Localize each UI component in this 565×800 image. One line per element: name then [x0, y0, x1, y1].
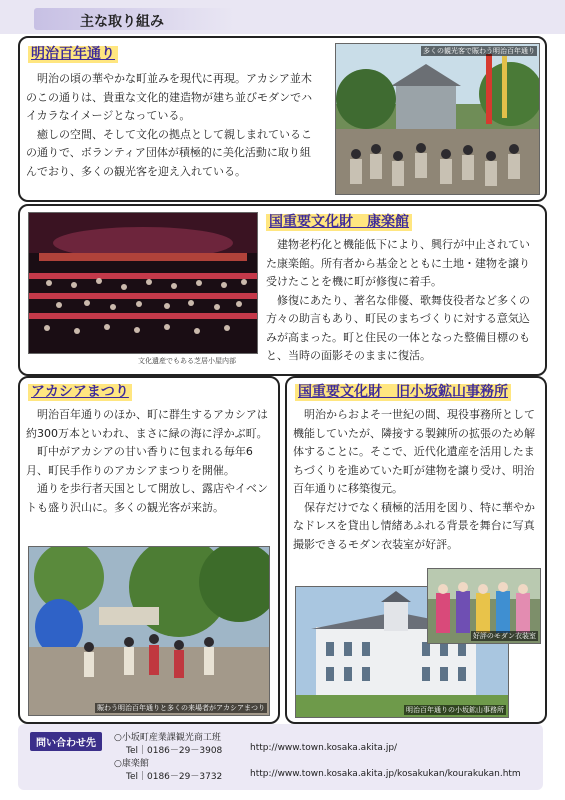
street-photo-image	[336, 44, 539, 194]
page-title: 主な取り組み	[80, 14, 164, 30]
festival-photo-image	[29, 547, 269, 715]
paragraph: 明治の頃の華やかな町並みを現代に再現。アカシア並木のこの通りは、貴重な文化的建造物が建ち並びモダンでハイカラなイメージとなっている。	[26, 72, 313, 122]
section-meiji-street	[18, 36, 547, 202]
section-title: 明治百年通り	[28, 46, 118, 63]
contact-tel: Tel｜0186－29－3732	[126, 772, 223, 782]
paragraph: 明治からおよそ一世紀の間、現役事務所として機能していたが、隣接する製錬所の拡張のため解体することに。そこで、近代化遺産を活用したまちづくりを進めていた町が建物を譲り受け、明治百年通りに移築復元。	[293, 408, 535, 495]
section-title: 国重要文化財 旧小坂鉱山事務所	[295, 384, 511, 401]
theater-photo-image	[29, 213, 257, 353]
section-title: 国重要文化財 康楽館	[266, 214, 412, 231]
section-body	[293, 406, 537, 554]
contact-footer	[18, 724, 543, 790]
costume-room-photo	[427, 568, 541, 644]
section-mine-office	[285, 376, 547, 724]
section-body	[26, 70, 321, 181]
contact-url-link[interactable]: http://www.town.kosaka.akita.jp/kosakukan/kourakukan.htm	[250, 769, 521, 779]
contact-label: 問い合わせ先	[30, 732, 102, 751]
paragraph: 通りを歩行者天国として開放し、露店やイベントも盛り沢山に。多くの観光客が来訪。	[26, 482, 268, 514]
section-kourakukan	[18, 204, 547, 376]
street-photo	[335, 43, 540, 195]
section-body	[266, 236, 538, 366]
photo-caption: 好評のモダン衣装室	[472, 632, 536, 640]
paragraph: 明治百年通りのほか、町に群生するアカシアは約300万本といわれ、まさに緑の海に浮かぶ町。	[26, 408, 268, 440]
paragraph: 町中がアカシアの甘い香りに包まれる毎年6月、町民手作りのアカシアまつりを開催。	[26, 445, 253, 477]
contact-url-link[interactable]: http://www.town.kosaka.akita.jp/	[250, 743, 398, 753]
photo-caption: 多くの観光客で賑わう明治百年通り	[423, 47, 535, 55]
theater-photo	[28, 212, 258, 354]
paragraph: 癒しの空間、そして文化の拠点として親しまれているこの通りで、ボランティア団体が積極的に美化活動に取り組んでおり、多くの観光客を迎え入れている。	[26, 127, 312, 178]
paragraph: 保存だけでなく積極的活用を図り、特に華やかなドレスを貸出し情緒あふれる背景を舞台に写真撮影できるモダン衣装室が好評。	[293, 500, 535, 551]
contact-tel: Tel｜0186－29－3908	[126, 746, 223, 756]
page-header	[0, 0, 565, 34]
festival-photo	[28, 546, 270, 716]
photo-caption: 明治百年通りの小坂鉱山事務所	[406, 706, 504, 714]
contact-name: ○康楽館	[114, 759, 149, 769]
section-title: アカシアまつり	[28, 384, 132, 401]
photo-caption: 賑わう明治百年通りと多くの来場者がアカシアまつり	[97, 704, 265, 712]
section-acacia-festival	[18, 376, 280, 724]
section-body	[26, 406, 270, 517]
contact-name: ○小坂町産業課観光商工班	[114, 733, 221, 743]
paragraph: 建物老朽化と機能低下により、興行が中止されていた康楽館。所有者から基金とともに土地・建物を譲り受けたことを機に町が修復に着手。	[266, 238, 530, 288]
paragraph: 修復にあたり、著名な俳優、歌舞伎役者など多くの方々の助言もあり、町民のまちづくりに対する意気込みが高まった。町と住民の一体となった整備目標のもと、当時の面影そのままに復活。	[266, 293, 530, 362]
photo-caption: 文化遺産でもある芝居小屋内部	[138, 357, 236, 365]
